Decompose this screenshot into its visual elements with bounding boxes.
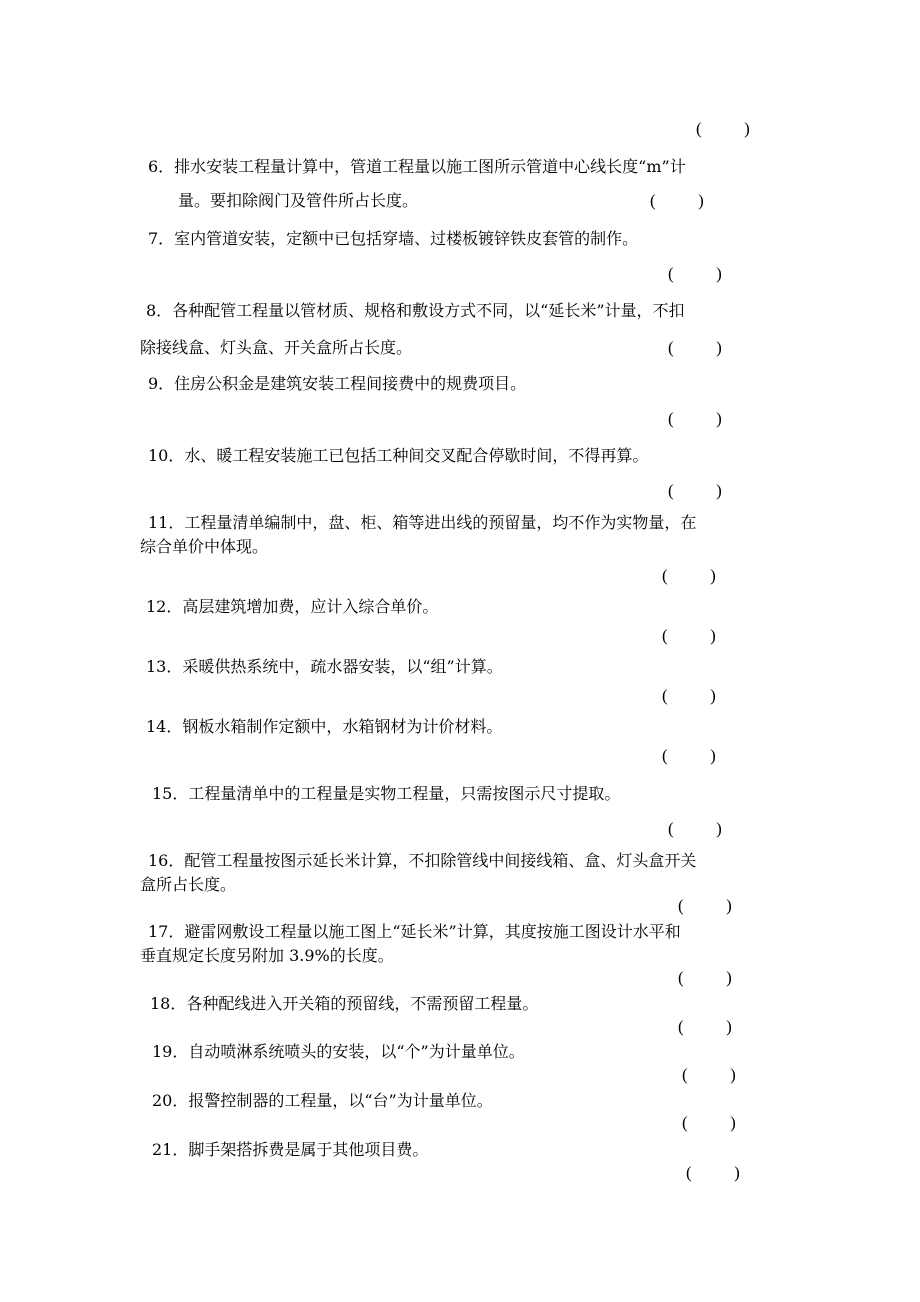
answer-blank[interactable]: ( ) [668, 819, 722, 838]
answer-blank[interactable]: ( ) [686, 1163, 740, 1182]
question-9-line-1: 9．住房公积金是建筑安装工程间接费中的规费项目。 [148, 374, 527, 393]
answer-blank[interactable]: ( ) [662, 746, 716, 765]
question-19-line-1: 19．自动喷淋系统喷头的安装，以“个”为计量单位。 [152, 1042, 525, 1061]
question-8-line-2: 除接线盒、灯头盒、开关盒所占长度。 [140, 338, 413, 357]
question-12-line-1: 12．高层建筑增加费，应计入综合单价。 [146, 597, 439, 616]
question-15-line-1: 15．工程量清单中的工程量是实物工程量，只需按图示尺寸提取。 [152, 784, 621, 803]
question-14-line-1: 14．钢板水箱制作定额中，水箱钢材为计价材料。 [146, 717, 503, 736]
answer-blank[interactable]: ( ) [650, 191, 704, 210]
question-6-line-2: 量。要扣除阀门及管件所占长度。 [178, 191, 419, 210]
answer-blank[interactable]: ( ) [662, 686, 716, 705]
answer-blank[interactable]: ( ) [678, 1017, 732, 1036]
answer-blank[interactable]: ( ) [668, 338, 722, 357]
question-18-line-1: 18．各种配线进入开关箱的预留线，不需预留工程量。 [150, 994, 539, 1013]
question-17-line-2: 垂直规定长度另附加 3.9%的长度。 [140, 946, 394, 965]
question-8-line-1: 8．各种配管工程量以管材质、规格和敷设方式不同，以“延长米”计量，不扣 [146, 301, 685, 320]
question-10-line-1: 10．水、暖工程安装施工已包括工种间交叉配合停歇时间，不得再算。 [148, 446, 649, 465]
answer-blank[interactable]: ( ) [678, 968, 732, 987]
question-16-line-2: 盒所占长度。 [140, 875, 237, 894]
answer-blank[interactable]: ( ) [696, 119, 750, 138]
question-21-line-1: 21．脚手架搭拆费是属于其他项目费。 [152, 1140, 429, 1159]
question-11-line-1: 11．工程量清单编制中，盘、柜、箱等进出线的预留量，均不作为实物量，在 [148, 513, 697, 532]
answer-blank[interactable]: ( ) [668, 409, 722, 428]
answer-blank[interactable]: ( ) [668, 264, 722, 283]
answer-blank[interactable]: ( ) [662, 566, 716, 585]
question-16-line-1: 16．配管工程量按图示延长米计算，不扣除管线中间接线箱、盒、灯头盒开关 [148, 851, 697, 870]
question-13-line-1: 13．采暖供热系统中，疏水器安装，以“组”计算。 [146, 657, 503, 676]
question-11-line-2: 综合单价中体现。 [140, 537, 269, 556]
answer-blank[interactable]: ( ) [662, 626, 716, 645]
question-17-line-1: 17．避雷网敷设工程量以施工图上“延长米”计算，其度按施工图设计水平和 [148, 922, 681, 941]
question-20-line-1: 20．报警控制器的工程量，以“台”为计量单位。 [152, 1091, 493, 1110]
question-7-line-1: 7．室内管道安装，定额中已包括穿墙、过楼板镀锌铁皮套管的制作。 [148, 229, 639, 248]
answer-blank[interactable]: ( ) [682, 1065, 736, 1084]
answer-blank[interactable]: ( ) [682, 1113, 736, 1132]
question-6-line-1: 6．排水安装工程量计算中，管道工程量以施工图所示管道中心线长度“m”计 [148, 157, 686, 176]
answer-blank[interactable]: ( ) [668, 481, 722, 500]
answer-blank[interactable]: ( ) [678, 896, 732, 915]
